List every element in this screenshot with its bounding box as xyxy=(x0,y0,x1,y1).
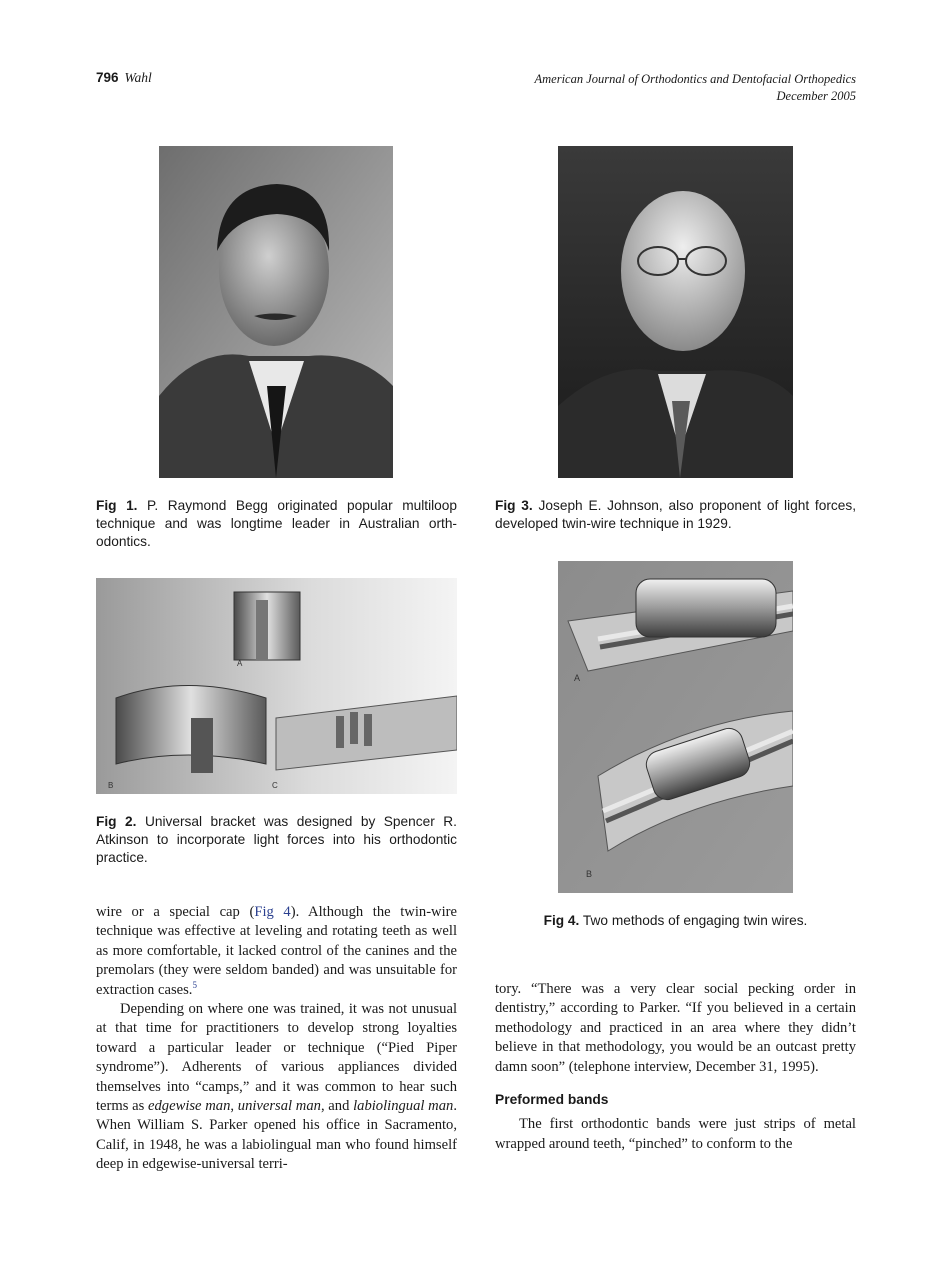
body-paragraph: The first orthodontic bands were just strips of metal wrapped around teeth, “pinched” to conform to the xyxy=(495,1116,856,1152)
journal-title: American Journal of Orthodontics and Dentofacial Orthopedics xyxy=(534,72,856,86)
fig1-caption-text: P. Raymond Begg originated popular multiloop technique and was longtime leader in Australian orth-odontics. xyxy=(96,498,457,549)
fig2-caption xyxy=(96,813,457,867)
fig3-caption xyxy=(495,497,856,533)
fig4-label-a: A xyxy=(574,673,581,683)
fig1-caption xyxy=(96,497,457,551)
fig2-caption-text: Universal bracket was designed by Spencer R. Atkinson to incorporate light forces into his orthodontic practice. xyxy=(96,814,457,865)
fig4-caption-text: Two methods of engaging twin wires. xyxy=(582,913,808,928)
fig4-label: Fig 4. xyxy=(543,913,580,928)
body-paragraph: tory. “There was a very clear social pecking order in dentistry,” according to Parker. “If you believed in a certain methodology and practiced in an area where they didn’t believe in that methodology, you would be an outcast pretty damn soon” (telephone interview, December 31, 1995). xyxy=(495,981,856,1075)
body-paragraph: wire or a special cap (Fig 4). Although the twin-wire technique was effective at leveling and rotating teeth as well as more comfortable, it lacked control of the canines and the premolars (they were seldom banded) and was unsuitable for extraction cases.$^5$ xyxy=(96,904,457,998)
running-author: Wahl xyxy=(124,70,152,85)
fig2-label: Fig 2. xyxy=(96,814,137,829)
running-header-left xyxy=(96,70,152,86)
fig4-caption xyxy=(495,912,856,930)
fig1-portrait-photo xyxy=(159,146,393,478)
reference-5-link[interactable]: 5 xyxy=(192,979,197,990)
right-body-column xyxy=(495,980,856,1154)
left-body-column xyxy=(96,903,457,1175)
fig2-label-b: B xyxy=(108,781,114,790)
fig3-caption-text: Joseph E. Johnson, also proponent of light forces, developed twin-wire technique in 1929. xyxy=(495,498,856,531)
fig1-label: Fig 1. xyxy=(96,498,138,513)
fig3-portrait-photo xyxy=(558,146,793,478)
issue-date: December 2005 xyxy=(776,89,856,103)
section-heading: Preformed bands xyxy=(495,1092,609,1108)
fig4-label-b: B xyxy=(586,869,593,879)
fig2-label-a: A xyxy=(237,659,243,668)
body-paragraph: Depending on where one was trained, it was not unusual at that time for practitioners to develop strong loyalties toward a particular leader or technique (“Pied Piper syndrome”). Adherents of various appliances divided themselves into “camps,” and it was common to hear such terms as edgewise man, universal man, and labiolingual man. When William S. Parker opened his office in Sacramento, Calif, in 1948, he was a labiolingual man who found himself deep in edgewise-universal terri- xyxy=(96,1001,457,1173)
fig4-twin-wire-illustration xyxy=(558,561,793,893)
fig3-label: Fig 3. xyxy=(495,498,533,513)
fig2-bracket-illustration xyxy=(96,578,457,794)
fig4-reference-link[interactable]: Fig 4 xyxy=(254,904,291,920)
running-header-right xyxy=(535,71,857,105)
page-number: 796 xyxy=(96,70,119,85)
fig2-label-c: C xyxy=(272,781,278,790)
